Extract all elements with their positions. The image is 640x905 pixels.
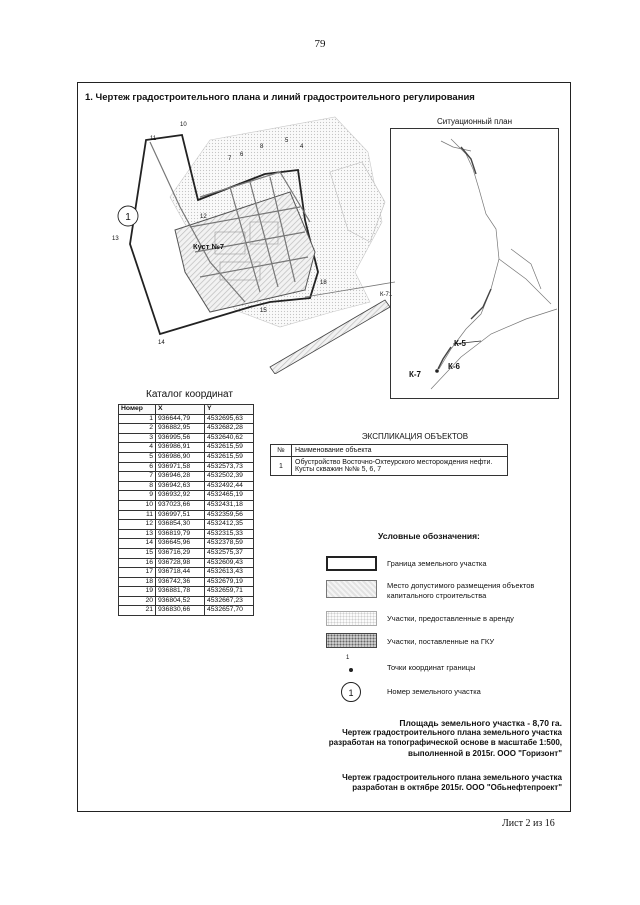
legend-swatch-rent [326, 611, 377, 626]
area-note: Площадь земельного участка - 8,70 га. [399, 718, 562, 728]
column-header: № [271, 445, 292, 457]
table-cell: 936830,66 [156, 606, 205, 616]
note-line: разработан в октябре 2015г. ООО "Обьнефтепроект" [352, 783, 562, 793]
table-cell: 10 [119, 500, 156, 510]
table-row [119, 452, 254, 462]
parcel-number-symbol: 1 [341, 682, 361, 702]
legend-swatch-gku [326, 633, 377, 648]
table-cell: 936995,56 [156, 433, 205, 443]
table-row [119, 500, 254, 510]
parcel-map [100, 112, 395, 374]
table-row [119, 568, 254, 578]
column-header: Y [205, 405, 254, 415]
table-cell: 4532615,59 [205, 452, 254, 462]
table-cell: 936942,63 [156, 481, 205, 491]
table-cell: 4532315,33 [205, 529, 254, 539]
table-cell: 4532640,62 [205, 433, 254, 443]
note-line: выполненной в 2015г. ООО "Горизонт" [408, 748, 562, 758]
table-row [119, 548, 254, 558]
table-row [119, 587, 254, 597]
table-row [119, 462, 254, 472]
table-cell: 4532609,43 [205, 558, 254, 568]
legend-swatch-permissible [326, 580, 377, 598]
table-cell: 7 [119, 472, 156, 482]
legend-title: Условные обозначения: [378, 531, 480, 541]
table-cell: 936728,98 [156, 558, 205, 568]
table-row [119, 491, 254, 501]
map-point-label: 11 [150, 136, 157, 142]
table-cell: 4532412,35 [205, 520, 254, 530]
table-cell: 4532659,71 [205, 587, 254, 597]
notes-block [240, 718, 562, 793]
map-point-label: 15 [260, 308, 267, 314]
parcel-label: Куст №7 [193, 242, 225, 251]
table-row [119, 596, 254, 606]
table-cell: 936946,28 [156, 472, 205, 482]
table-cell: 4532657,70 [205, 606, 254, 616]
table-cell: 5 [119, 452, 156, 462]
table-cell: 11 [119, 510, 156, 520]
table-row [119, 424, 254, 434]
column-header: Номер [119, 405, 156, 415]
table-cell: 14 [119, 539, 156, 549]
drawing-title: 1. Чертеж градостроительного плана и линий градостроительного регулирования [85, 92, 475, 103]
table-cell: 18 [119, 577, 156, 587]
table-row [119, 558, 254, 568]
legend-swatch-boundary [326, 556, 377, 571]
catalog-body [119, 414, 254, 615]
table-cell: 4532492,44 [205, 481, 254, 491]
table-cell: 12 [119, 520, 156, 530]
table-cell: 13 [119, 529, 156, 539]
note-line: Чертеж градостроительного плана земельного участка [342, 728, 562, 738]
table-cell: 6 [119, 462, 156, 472]
table-cell: 1 [119, 414, 156, 424]
table-cell: 936645,96 [156, 539, 205, 549]
point-symbol-icon [346, 662, 356, 672]
table-cell: 2 [119, 424, 156, 434]
situation-plan-map [391, 129, 558, 398]
table-cell: 936986,90 [156, 452, 205, 462]
table-cell: 15 [119, 548, 156, 558]
table-cell: 4532465,19 [205, 491, 254, 501]
parcel-number: 1 [125, 212, 131, 223]
table-cell: 4532431,18 [205, 500, 254, 510]
table-cell: 4532575,37 [205, 548, 254, 558]
table-cell: 936881,78 [156, 587, 205, 597]
table-cell: 4532378,59 [205, 539, 254, 549]
table-row [119, 433, 254, 443]
legend-item: Граница земельного участка [387, 559, 487, 568]
table-cell: 936742,36 [156, 577, 205, 587]
legend-item: Место допустимого размещения объектов капитального строительства [387, 581, 535, 600]
table-cell: 4532679,19 [205, 577, 254, 587]
note-line: Чертеж градостроительного плана земельного участка [342, 772, 562, 782]
table-cell: 4532502,39 [205, 472, 254, 482]
table-row [119, 529, 254, 539]
map-point-label: 12 [200, 214, 207, 220]
road-label: К-71 [380, 292, 393, 298]
table-cell: 4532573,73 [205, 462, 254, 472]
table-cell: 4 [119, 443, 156, 453]
map-point-label: 10 [180, 122, 187, 128]
legend-item: Участки, поставленные на ГКУ [387, 637, 495, 646]
table-cell: 17 [119, 568, 156, 578]
explication-title: ЭКСПЛИКАЦИЯ ОБЪЕКТОВ [361, 432, 469, 441]
table-cell: 21 [119, 606, 156, 616]
situation-label-k5: К-5 [454, 339, 466, 348]
column-header: Наименование объекта [292, 445, 508, 457]
map-point-label: 5 [285, 138, 289, 144]
table-row [119, 577, 254, 587]
table-cell: 4532615,59 [205, 443, 254, 453]
table-cell: 16 [119, 558, 156, 568]
table-cell: 3 [119, 433, 156, 443]
table-cell: 4532359,56 [205, 510, 254, 520]
table-cell: 936882,95 [156, 424, 205, 434]
map-point-label: 6 [240, 152, 244, 158]
table-cell: 936986,91 [156, 443, 205, 453]
map-point-label: 13 [112, 236, 119, 242]
table-cell: 9 [119, 491, 156, 501]
table-cell: Обустройство Восточно-Охтеурского месторождения нефти. Кусты скважин №№ 5, 6, 7 [292, 457, 508, 476]
table-cell: 8 [119, 481, 156, 491]
sheet-footer: Лист 2 из 16 [502, 818, 555, 829]
table-row [119, 414, 254, 424]
situation-label-k6: К-6 [448, 362, 460, 371]
table-cell: 936997,51 [156, 510, 205, 520]
table-row [119, 539, 254, 549]
table-cell: 937023,66 [156, 500, 205, 510]
table-row [119, 443, 254, 453]
map-point-label: 4 [300, 144, 304, 150]
legend-item: Участки, предоставленные в аренду [387, 614, 514, 623]
table-row [271, 457, 508, 476]
table-header-row [119, 405, 254, 415]
table-cell: 936819,79 [156, 529, 205, 539]
table-cell: 936716,29 [156, 548, 205, 558]
map-point-label: 7 [228, 156, 232, 162]
situation-label-k7: К-7 [409, 370, 421, 379]
table-row [119, 481, 254, 491]
legend-item: Номер земельного участка [387, 687, 481, 696]
map-point-label: 14 [158, 340, 165, 346]
legend-item: Точки координат границы [387, 663, 476, 672]
coordinate-catalog-table [118, 404, 254, 616]
table-cell: 936971,58 [156, 462, 205, 472]
table-cell: 4532667,23 [205, 596, 254, 606]
table-row [119, 606, 254, 616]
situation-plan-title: Ситуационный план [436, 117, 512, 126]
table-cell: 1 [271, 457, 292, 476]
table-cell: 936932,92 [156, 491, 205, 501]
table-row [119, 520, 254, 530]
map-point-label: 18 [320, 280, 327, 286]
table-cell: 936804,52 [156, 596, 205, 606]
page-number: 79 [314, 38, 326, 50]
table-cell: 936854,30 [156, 520, 205, 530]
point-symbol-label: 1 [346, 655, 350, 661]
table-cell: 19 [119, 587, 156, 597]
catalog-title: Каталог координат [146, 389, 233, 400]
table-cell: 4532695,63 [205, 414, 254, 424]
table-header-row [271, 445, 508, 457]
table-cell: 20 [119, 596, 156, 606]
table-cell: 936644,79 [156, 414, 205, 424]
map-point-label: 8 [260, 144, 264, 150]
explication-table [270, 444, 508, 476]
table-cell: 4532613,43 [205, 568, 254, 578]
table-row [119, 510, 254, 520]
column-header: X [156, 405, 205, 415]
table-row [119, 472, 254, 482]
note-line: разработан на топографической основе в масштабе 1:500, [328, 738, 562, 748]
table-cell: 4532682,28 [205, 424, 254, 434]
table-cell: 936718,44 [156, 568, 205, 578]
